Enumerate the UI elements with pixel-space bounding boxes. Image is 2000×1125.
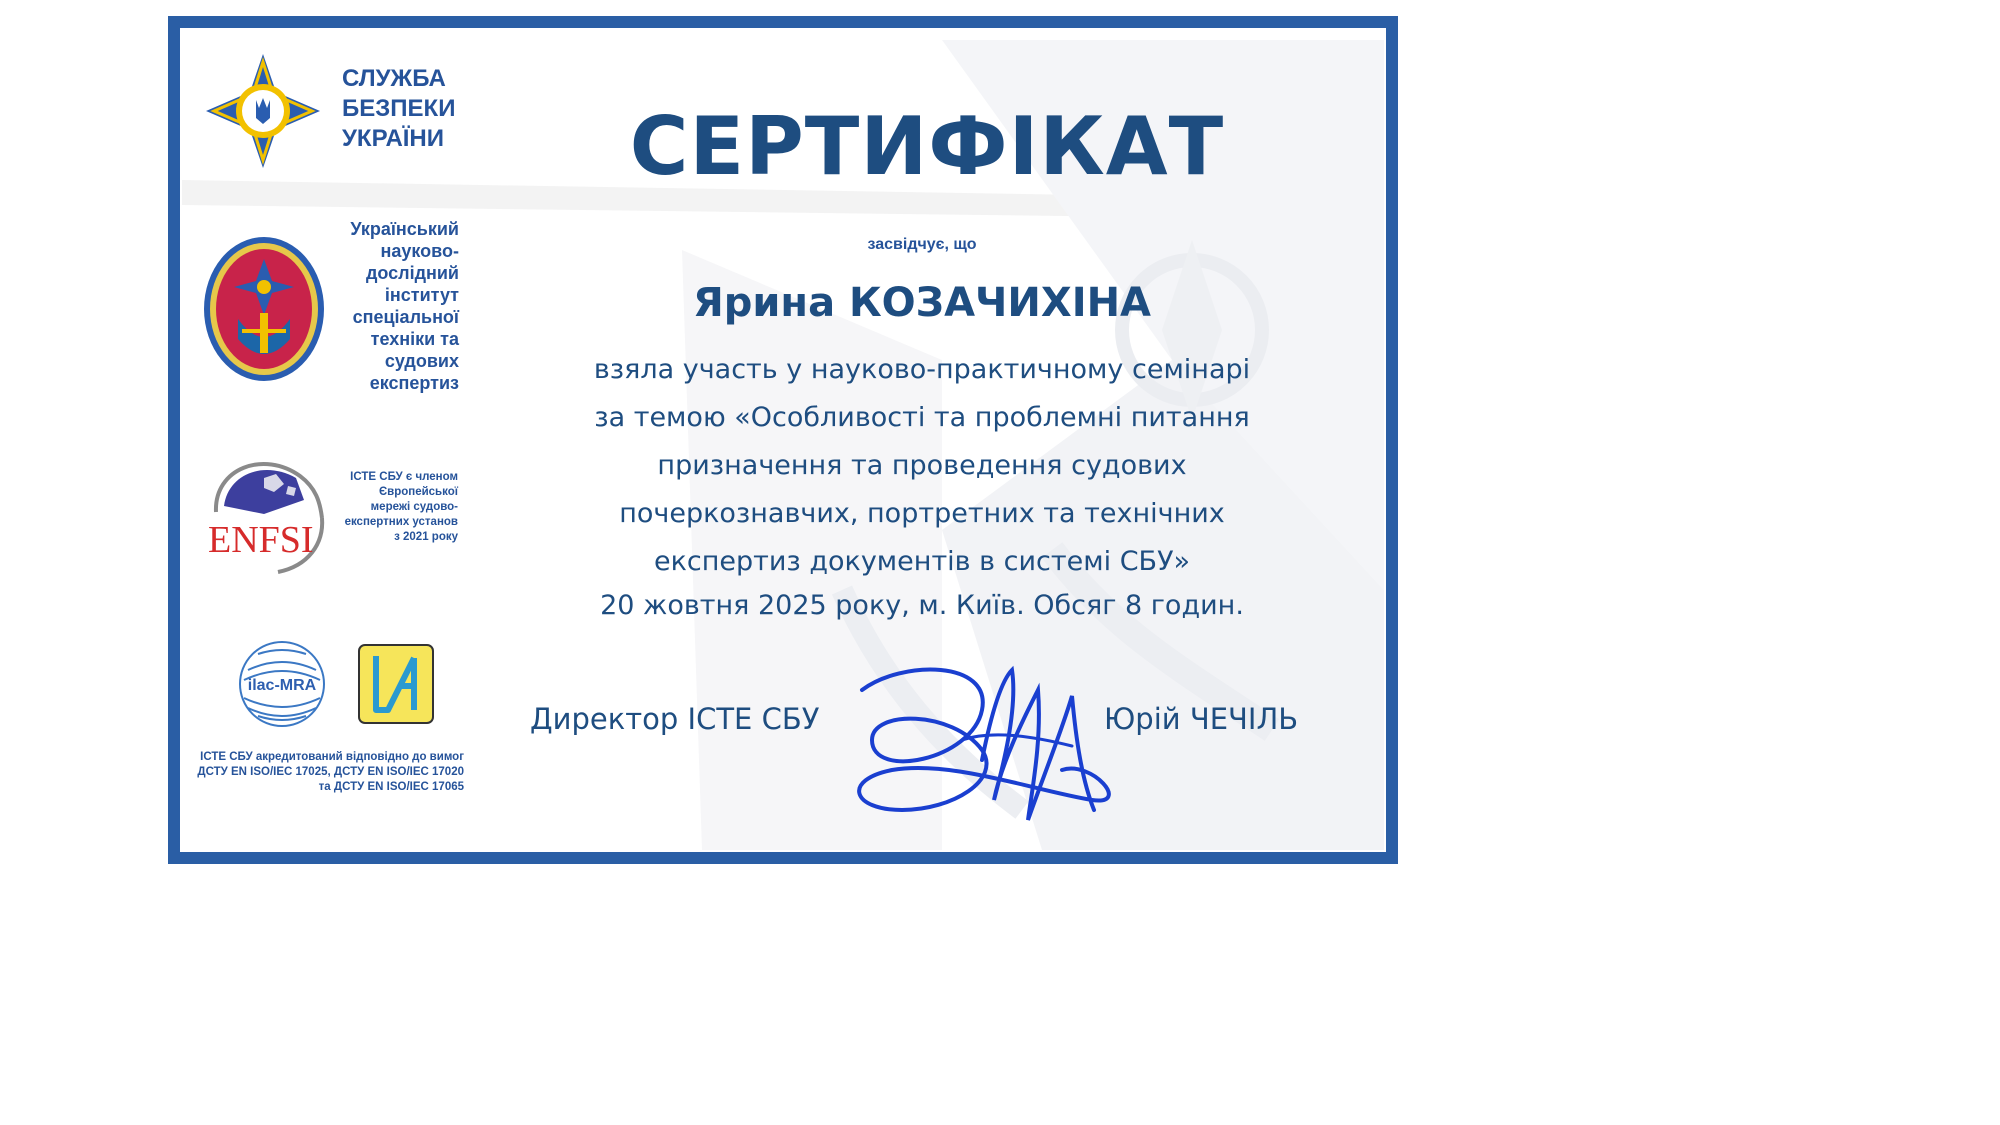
participation-description: взяла участь у науково-практичному семінарі за темою «Особливості та проблемні питання призначення та проведення судових почеркознавчих, портретних та технічних експертиз документів в системі СБУ» bbox=[593, 354, 1251, 577]
enfsi-logo-text: ENFSI bbox=[208, 519, 314, 561]
enfsi-logo bbox=[204, 448, 334, 576]
recipient-name: Ярина КОЗАЧИХІНА bbox=[692, 280, 1152, 326]
ilac-mra-logo bbox=[238, 640, 326, 728]
certificate-title: СЕРТИФІКАТ bbox=[629, 100, 1225, 193]
accreditation-note: ІСТЕ СБУ акредитований відповідно до вимог ДСТУ EN ISO/IEC 17025, ДСТУ EN ISO/IEC 17020 та ДСТУ EN ISO/IEC 17065 bbox=[197, 751, 464, 793]
certifies-text: засвідчує, що bbox=[867, 236, 977, 253]
certificate-body bbox=[182, 30, 1384, 850]
sbu-emblem-icon bbox=[204, 52, 322, 170]
enfsi-membership-note: ІСТЕ СБУ є членом Європейської мережі судово-експертних установ з 2021 року bbox=[344, 471, 458, 543]
naau-logo bbox=[358, 644, 434, 724]
ilac-logo-text: ilac-MRA bbox=[247, 677, 317, 694]
director-signature bbox=[832, 650, 1122, 840]
signatory-name: Юрій ЧЕЧІЛЬ bbox=[1104, 702, 1299, 736]
date-place-duration: 20 жовтня 2025 року, м. Київ. Обсяг 8 годин. bbox=[600, 590, 1244, 621]
institute-name: Український науково-дослідний інститут спеціальної техніки та судових експертиз bbox=[350, 219, 459, 393]
signatory-title: Директор ІСТЕ СБУ bbox=[530, 702, 820, 736]
sbu-name: СЛУЖБА БЕЗПЕКИ УКРАЇНИ bbox=[342, 65, 456, 152]
